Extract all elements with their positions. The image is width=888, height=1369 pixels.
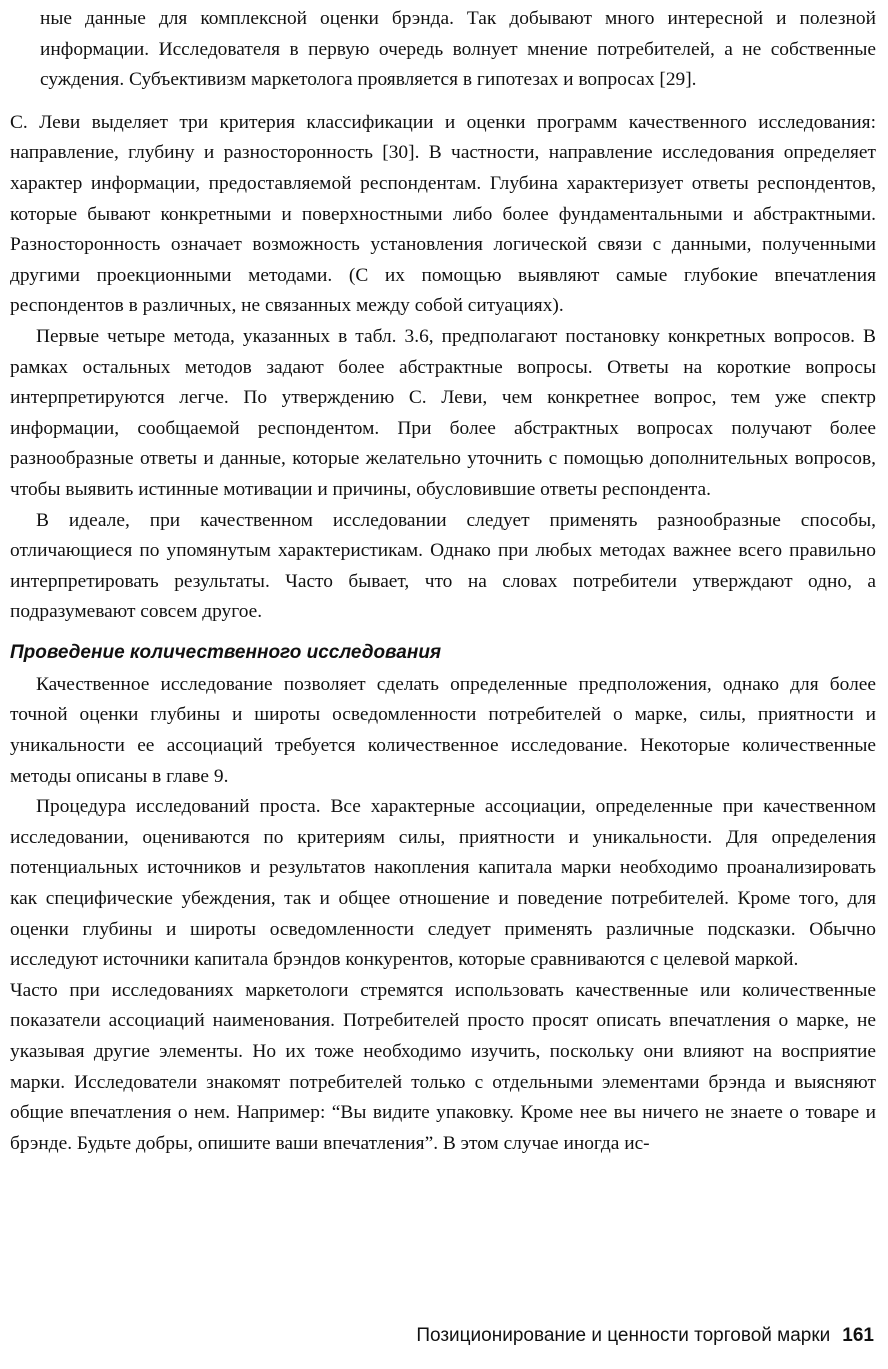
paragraph-ideal-approach: В идеале, при качественном исследовании следует применять разнообразные способы, отличающиеся по упомянутым характеристикам. Однако при любых методах важнее всего правильно интерпретировать результаты. Часто бывает, что на словах потребители утверждают одно, а подразумевают совсем другое. <box>10 509 876 623</box>
paragraph-continued: ные данные для комплексной оценки брэнда. Так добывают много интересной и полезной информации. Исследователя в первую очередь волнует мнение потребителей, а не собственные суждения. Субъективизм маркетолога проявляется в гипотезах и вопросах [29]. <box>40 8 876 91</box>
paragraph-procedure: Процедура исследований проста. Все характерные ассоциации, определенные при качественном исследовании, оцениваются по критериям силы, приятности и уникальности. Для определения потенциальных источников и результатов накопления капитала марки необходимо проанализировать как специфические убеждения, так и общее отношение и поведение потребителей. Кроме того, для оценки глубины и широты осведомленности следует применять различные подсказки. Обычно исследуют источники капитала брэндов конкурентов, которые сравниваются с целевой маркой. <box>10 796 876 971</box>
running-title: Позиционирование и ценности торговой марки <box>416 1325 831 1346</box>
main-text-column <box>10 4 876 1159</box>
paragraph-first-four-methods: Первые четыре метода, указанных в табл. 3.6, предполагают постановку конкретных вопросов. В рамках остальных методов задают более абстрактные вопросы. Ответы на короткие вопросы интерпретируются легче. По утверждению С. Леви, чем конкретнее вопрос, тем уже спектр информации, сообщаемой респондентом. При более абстрактных вопросах получают более разнообразные ответы и данные, которые желательно уточнить с помощью дополнительных вопросов, чтобы выявить истинные мотивации и причины, обусловившие ответы респондента. <box>10 325 876 500</box>
paragraph-quantitative-intro: Качественное исследование позволяет сделать определенные предположения, однако для более точной оценки глубины и широты осведомленности потребителей о марке, силы, приятности и уникальности ее ассоциаций требуется количественное исследование. Некоторые количественные методы описаны в главе 9. <box>10 673 876 787</box>
page-number: 161 <box>842 1325 874 1346</box>
page-footer <box>416 1322 874 1350</box>
section-heading: Проведение количественного исследования <box>10 641 442 663</box>
paragraph-name-associations: Часто при исследованиях маркетологи стремятся использовать качественные или количественные показатели ассоциаций наименования. Потребителей просто просят описать впечатления о марке, не указывая другие элементы. Но их тоже необходимо изучить, поскольку они влияют на восприятие марки. Исследователи знакомят потребителей только с отдельными элементами брэнда и выясняют общие впечатления о нем. Например: “Вы видите упаковку. Кроме нее вы ничего не знаете о товаре и брэнде. Будьте добры, опишите ваши впечатления”. В этом случае иногда ис- <box>10 979 876 1154</box>
paragraph-levy-criteria: С. Леви выделяет три критерия классификации и оценки программ качественного исследования: направление, глубину и разносторонность [30]. В частности, направление исследования определяет характер информации, предоставляемой респондентам. Глубина характеризует ответы респондентов, которые бывают конкретными и поверхностными либо более фундаментальными и абстрактными. Разносторонность означает возможность установления логической связи с данными, полученными другими проекционными методами. (С их помощью выявляют самые глубокие впечатления респондентов в различных, не связанных между собой ситуациях). <box>10 111 876 317</box>
